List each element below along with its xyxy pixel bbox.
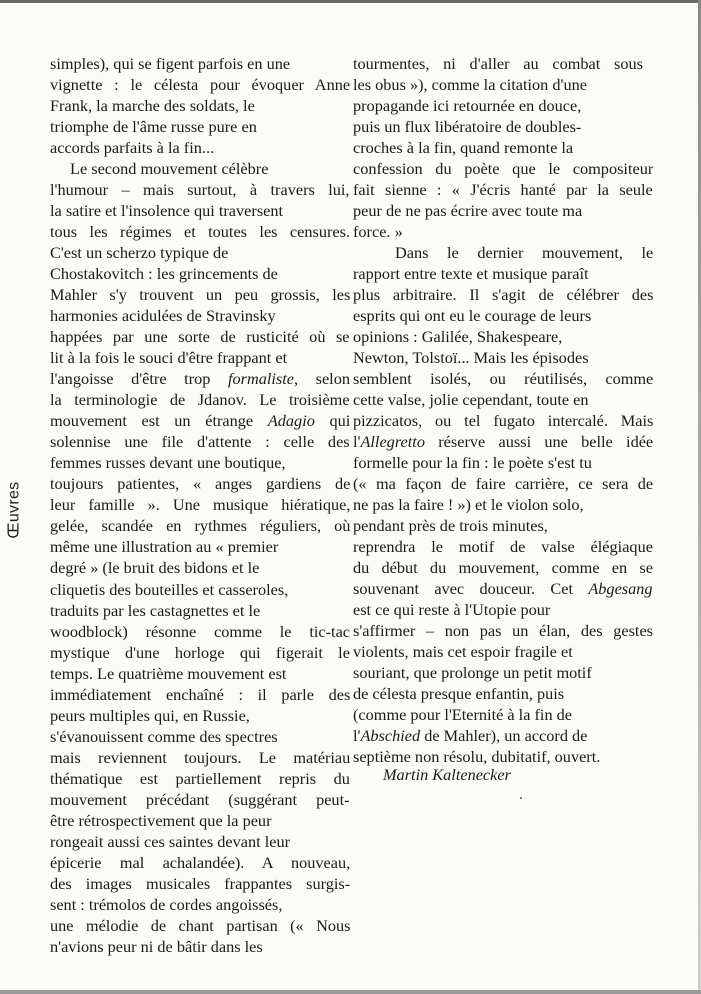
text-run: formelle pour la fin : le poète s'est tu: [353, 453, 592, 472]
text-run: pendant près de trois minutes,: [353, 516, 548, 535]
text-line: [353, 536, 653, 557]
text-line: [50, 452, 286, 473]
text-run: ne pas la faire ! ») et le violon solo,: [353, 495, 584, 514]
text-run: Le second mouvement célèbre: [70, 159, 269, 179]
text-run: croches à la fin, quand remonte la: [353, 138, 574, 157]
text-line: [353, 137, 573, 158]
page-edge-top: [0, 0, 701, 3]
text-run: même une illustration au « premier: [50, 537, 279, 557]
text-run: C'est un scherzo typique de: [50, 243, 229, 263]
text-run: solennise une file d'attente : celle des: [50, 432, 350, 452]
text-run: mouvement est un étrange: [50, 411, 268, 431]
text-run: fait sienne : « J'écris hanté par la seule: [353, 180, 653, 199]
text-line: [353, 599, 550, 620]
text-run: mais reviennent toujours. Le matériau: [50, 747, 351, 767]
text-run: pizzicatos, ou tel fugato intercalé. Mais: [353, 411, 654, 430]
text-line: [50, 53, 290, 74]
text-line: [353, 116, 581, 137]
text-line: [50, 726, 278, 747]
text-line: [353, 662, 592, 683]
text-line: [50, 684, 350, 705]
text-run: la satire et l'insolence qui traversent: [50, 201, 284, 221]
text-line: [50, 705, 250, 726]
text-line: [50, 326, 350, 347]
text-run: du début du mouvement, comme en se: [353, 558, 653, 577]
text-run: Mahler s'y trouvent un peu grossis, les: [50, 285, 351, 305]
text-line: [50, 642, 350, 663]
text-run: tourmentes, ni d'aller au combat sous: [353, 54, 644, 73]
text-run: leur famille ». Une musique hiératique,: [50, 495, 351, 515]
text-run: temps. Le quatrième mouvement est: [50, 663, 287, 683]
text-line: [353, 284, 653, 305]
text-run: (comme pour l'Eternité à la fin de: [353, 705, 573, 724]
text-line: [50, 894, 282, 915]
section-side-label-text: Œuvres: [5, 481, 22, 539]
text-run: s'évanouissent comme des spectres: [50, 726, 278, 746]
text-line: [353, 431, 653, 452]
text-line: [50, 873, 350, 894]
italic-title: Adagio: [267, 411, 315, 431]
text-line: [353, 557, 653, 578]
text-line: [70, 158, 268, 179]
text-line: [50, 852, 350, 873]
text-line: [353, 389, 589, 410]
text-run: peur de ne pas écrire avec toute ma: [353, 201, 583, 220]
text-line: [50, 137, 214, 158]
text-line: [50, 536, 278, 557]
text-run: puis un flux libératoire de doubles-: [353, 117, 582, 136]
text-line: [50, 579, 288, 600]
text-line: [50, 389, 350, 410]
text-run: mouvement précédant (suggérant peut-: [50, 789, 350, 809]
text-run: être rétrospectivement que la peur: [50, 810, 272, 830]
text-run: la terminologie de Jdanov. Le troisième: [50, 390, 350, 410]
text-run: plus arbitraire. Il s'agit de célébrer des: [353, 285, 654, 304]
page-edge-bottom: [0, 990, 701, 994]
text-run: (« ma façon de faire carrière, ce sera de: [353, 474, 654, 493]
text-line: [353, 95, 581, 116]
text-run: reprendra le motif de valse élégiaque: [353, 537, 653, 556]
text-line: [50, 74, 350, 95]
text-run: confession du poète que le compositeur: [353, 159, 654, 178]
text-line: [353, 578, 653, 599]
text-run: s'affirmer – non pas un élan, des gestes: [353, 621, 654, 640]
text-run: traduits par les castagnettes et le: [50, 600, 261, 620]
text-run: souvenant avec douceur. Cet: [353, 579, 589, 598]
text-run: semblent isolés, ou réutilisés, comme: [353, 369, 654, 388]
text-run: Frank, la marche des soldats, le: [50, 96, 255, 116]
text-line: [50, 515, 350, 536]
text-line: [50, 768, 350, 789]
text-line: [50, 810, 272, 831]
text-run: tous les régimes et toutes les censures.: [50, 222, 351, 242]
text-line: [50, 221, 350, 242]
text-run: harmonies acidulées de Stravinsky: [50, 306, 276, 326]
text-run: l': [353, 432, 361, 451]
text-run: souriant, que prolonge un petit motif: [353, 663, 592, 682]
text-line: [353, 515, 548, 536]
text-run: thématique est partiellement repris du: [50, 768, 350, 788]
text-line: [353, 221, 403, 242]
text-line: [50, 284, 350, 305]
text-line: [50, 116, 257, 137]
text-line: [50, 621, 350, 642]
italic-title: Abgesang: [588, 579, 653, 598]
italic-title: Allegretto: [360, 432, 425, 451]
text-line: [353, 368, 653, 389]
text-line: [50, 831, 290, 852]
text-line: [353, 158, 653, 179]
text-run: immédiatement enchaîné : il parle des: [50, 684, 351, 704]
text-line: [50, 473, 350, 494]
text-run: l': [353, 726, 361, 745]
text-line: [50, 179, 350, 200]
text-run: n'avions peur ni de bâtir dans les: [50, 936, 263, 956]
section-side-label: [2, 470, 26, 550]
text-run: gelée, scandée en rythmes réguliers, où: [50, 516, 351, 536]
text-line: [50, 263, 278, 284]
text-run: une mélodie de chant partisan (« Nous: [50, 915, 351, 935]
text-run: Chostakovitch : les grincements de: [50, 264, 278, 284]
text-line: [50, 747, 350, 768]
text-run: triomphe de l'âme russe pure en: [50, 117, 257, 137]
text-run: femmes russes devant une boutique,: [50, 453, 286, 473]
author-signature: Martin Kaltenecker: [383, 765, 511, 784]
text-run: l'angoisse d'être trop: [50, 369, 228, 389]
text-line: [353, 452, 592, 473]
text-line: [353, 473, 653, 494]
text-run: de célesta presque enfantin, puis: [353, 684, 565, 703]
text-line: [353, 725, 587, 746]
text-run: Dans le dernier mouvement, le: [395, 243, 654, 262]
text-line: [353, 494, 584, 515]
text-run: opinions : Galilée, Shakespeare,: [353, 327, 563, 346]
text-run: rapport entre texte et musique paraît: [353, 264, 589, 283]
text-line: [50, 95, 255, 116]
text-run: septième non résolu, dubitatif, ouvert.: [353, 747, 601, 766]
text-line: [50, 936, 263, 957]
text-line: [50, 347, 287, 368]
text-run: lit à la fois le souci d'être frappant et: [50, 348, 288, 368]
text-line: [353, 326, 562, 347]
text-run: vignette : le célesta pour évoquer Anne: [50, 75, 351, 95]
text-line: [50, 494, 350, 515]
text-line: [50, 557, 259, 578]
text-line: [353, 683, 564, 704]
text-line: [395, 242, 653, 263]
text-run: les obus »), comme la citation d'une: [353, 75, 587, 94]
text-line: [353, 53, 643, 74]
text-line: [353, 179, 653, 200]
text-line: [353, 74, 587, 95]
text-line: [50, 789, 350, 810]
text-line: [50, 410, 350, 431]
text-line: [50, 305, 276, 326]
text-line: [353, 620, 653, 641]
print-speck: [520, 797, 522, 799]
text-run: rongeait aussi ces saintes devant leur: [50, 831, 291, 851]
text-run: épicerie mal achalandée). A nouveau,: [50, 852, 351, 872]
text-run: happées par une sorte de rusticité où se: [50, 327, 350, 347]
text-run: accords parfaits à la fin...: [50, 138, 215, 158]
italic-title: Abschied: [360, 726, 421, 745]
text-line: [50, 915, 350, 936]
text-run: degré » (le bruit des bidons et le: [50, 558, 260, 578]
text-run: est ce qui reste à l'Utopie pour: [353, 600, 551, 619]
text-line: [353, 641, 573, 662]
text-line: [50, 431, 350, 452]
text-line: [353, 305, 591, 326]
text-line: [353, 410, 653, 431]
text-run: l'humour – mais surtout, à travers lui,: [50, 180, 350, 200]
text-run: cliquetis des bouteilles et casseroles,: [50, 579, 289, 599]
text-run: esprits qui ont eu le courage de leurs: [353, 306, 592, 325]
text-run: qui: [314, 411, 351, 431]
text-line: [50, 368, 350, 389]
text-run: Newton, Tolstoï... Mais les épisodes: [353, 348, 589, 367]
text-run: peurs multiples qui, en Russie,: [50, 705, 250, 725]
text-line: [50, 200, 283, 221]
text-run: , selon: [293, 369, 350, 389]
text-line: [50, 242, 228, 263]
text-line: [353, 263, 589, 284]
text-run: de Mahler), un accord de: [420, 726, 588, 745]
text-run: cette valse, jolie cependant, toute en: [353, 390, 589, 409]
text-run: des images musicales frappantes surgis-: [50, 873, 351, 893]
text-run: propagande ici retournée en douce,: [353, 96, 582, 115]
text-line: [353, 200, 582, 221]
text-run: force. »: [353, 222, 403, 241]
text-run: violents, mais cet espoir fragile et: [353, 642, 573, 661]
text-run: sent : trémolos de cordes angoissés,: [50, 894, 283, 914]
text-line: [50, 663, 286, 684]
text-run: réserve aussi une belle idée: [424, 432, 654, 451]
text-run: toujours patientes, « anges gardiens de: [50, 474, 351, 494]
text-line: [353, 347, 589, 368]
text-run: woodblock) résonne comme le tic-tac: [50, 621, 351, 641]
italic-title: formaliste: [227, 369, 294, 389]
text-line: [50, 600, 260, 621]
text-run: mystique d'une horloge qui figerait le: [50, 642, 350, 662]
text-line: [353, 704, 572, 725]
text-run: simples), qui se figent parfois en une: [50, 54, 291, 73]
